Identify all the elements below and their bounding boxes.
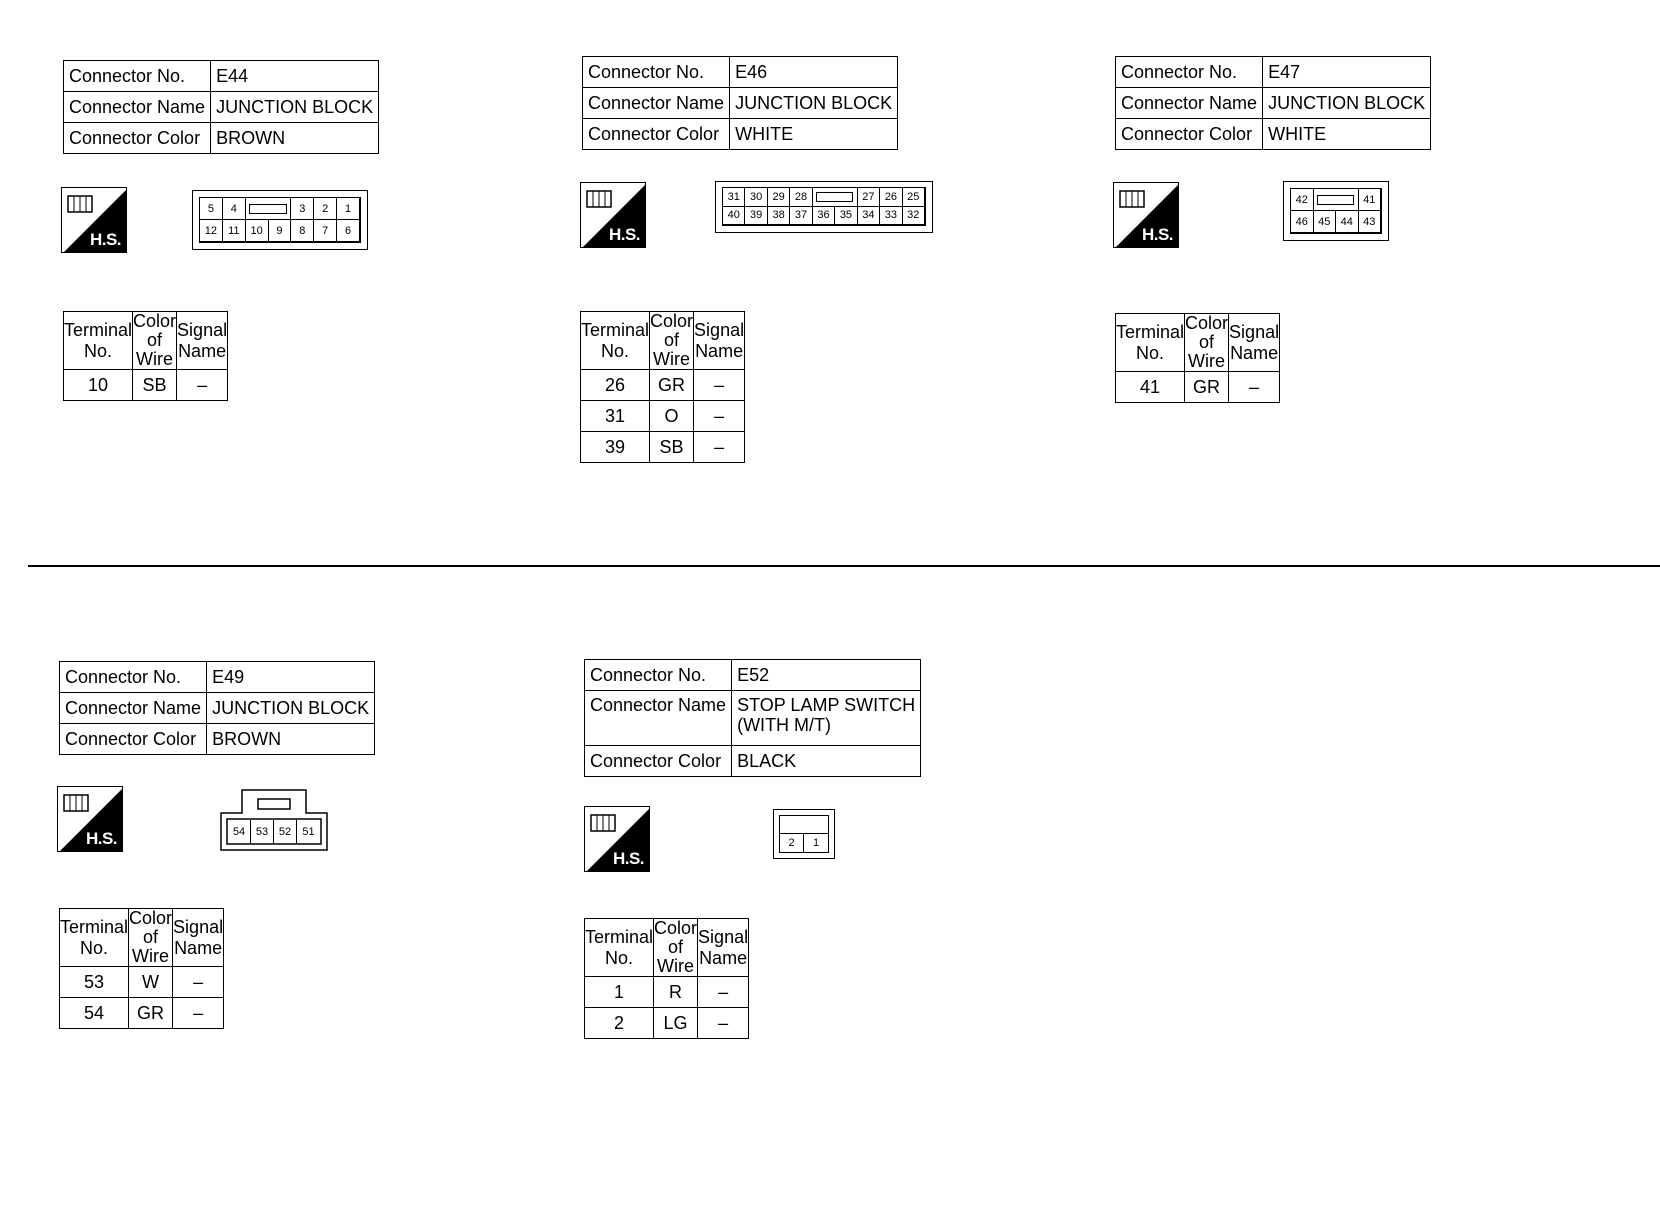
header-color-of-wire: Color of Wire [129,908,173,966]
connector-pinout-e46 [715,181,933,233]
pin: 52 [274,820,297,843]
pin: 40 [723,207,745,226]
label-connector-name: Connector Name [1116,88,1263,119]
header-color-of-wire: Color of Wire [133,311,177,369]
connector-info-table [582,56,898,150]
pin: 38 [768,207,790,226]
terminal-no: 39 [581,432,650,463]
pin: 11 [223,220,246,242]
signal-name: – [694,370,745,401]
connector-key [246,198,292,220]
harness-side-icon [1113,182,1179,248]
connector-pinout-e47 [1283,181,1389,241]
connector-color-value: WHITE [1263,119,1431,150]
pin: 30 [745,188,767,207]
signal-name: – [177,370,228,401]
header-terminal-no: Terminal No. [585,919,654,977]
hs-label: H.S. [89,230,121,249]
table-row [581,401,745,432]
pin: 39 [745,207,767,226]
header-terminal-no: Terminal No. [581,312,650,370]
label-connector-no: Connector No. [1116,57,1263,88]
pin: 8 [291,220,314,242]
pin: 3 [291,198,314,220]
label-connector-name: Connector Name [583,88,730,119]
pin: 2 [314,198,337,220]
label-connector-color: Connector Color [583,119,730,150]
pin: 41 [1359,189,1382,211]
connector-info-table [59,661,375,755]
label-connector-no: Connector No. [64,61,211,92]
terminal-table [63,311,228,401]
pin: 43 [1359,211,1382,233]
connector-key [1314,189,1359,211]
label-connector-color: Connector Color [1116,119,1263,150]
pin: 42 [1291,189,1314,211]
signal-name: – [698,1008,749,1039]
header-signal-name: Signal Name [698,919,749,977]
header-color-of-wire: Color of Wire [654,918,698,976]
terminal-no: 31 [581,401,650,432]
hs-label: H.S. [85,829,117,848]
signal-name: – [173,967,224,998]
pin: 31 [723,188,745,207]
pin: 27 [858,188,880,207]
terminal-no: 41 [1116,372,1185,403]
label-connector-name: Connector Name [64,92,211,123]
terminal-table [1115,313,1280,403]
pin: 6 [337,220,360,242]
signal-name: – [698,977,749,1008]
pin: 1 [337,198,360,220]
harness-side-icon [584,806,650,872]
wire-color: SB [650,432,694,463]
connector-no-value: E49 [207,662,375,693]
harness-side-icon [61,187,127,253]
pin: 29 [768,188,790,207]
terminal-no: 26 [581,370,650,401]
connector-color-value: BROWN [211,123,379,154]
pin: 51 [302,825,315,838]
table-row [60,967,224,998]
table-row [581,370,745,401]
connector-no-value: E52 [732,660,921,691]
pin: 35 [835,207,857,226]
connector-color-value: BLACK [732,746,921,777]
terminal-table [59,908,224,1029]
pin: 9 [269,220,292,242]
pin: 46 [1291,211,1314,233]
pin: 1 [812,837,820,849]
pin: 37 [790,207,812,226]
label-connector-no: Connector No. [585,660,732,691]
section-divider [28,565,1660,567]
terminal-no: 10 [64,370,133,401]
connector-info-table [1115,56,1431,150]
label-connector-no: Connector No. [60,662,207,693]
pin: 44 [1336,211,1359,233]
terminal-table [580,311,745,463]
connector-no-value: E44 [211,61,379,92]
hs-label: H.S. [1141,225,1173,244]
label-connector-color: Connector Color [60,724,207,755]
wire-color: O [650,401,694,432]
pin: 5 [200,198,223,220]
connector-pinout-e44 [192,190,368,250]
label-connector-color: Connector Color [585,746,732,777]
header-signal-name: Signal Name [177,312,228,370]
wire-color: GR [129,998,173,1029]
table-row [64,370,228,401]
connector-name-value [732,691,921,746]
terminal-table [584,918,749,1039]
terminal-no: 54 [60,998,129,1029]
terminal-no: 53 [60,967,129,998]
connector-info-table [584,659,921,777]
connector-pinout-e52 [773,809,835,859]
connector-name-value: JUNCTION BLOCK [1263,88,1431,119]
harness-side-icon [580,182,646,248]
pin: 54 [228,820,251,843]
connector-name-value: JUNCTION BLOCK [207,693,375,724]
connector-name-line2: (WITH M/T) [737,715,832,735]
pin: 53 [251,820,274,843]
connector-color-value: WHITE [730,119,898,150]
table-row [585,977,749,1008]
wire-color: GR [650,370,694,401]
harness-side-icon [57,786,123,852]
connector-key [813,188,858,207]
label-connector-color: Connector Color [64,123,211,154]
connector-no-value: E46 [730,57,898,88]
wire-color: LG [654,1008,698,1039]
pin: 12 [200,220,223,242]
pin: 32 [903,207,925,226]
connector-no-value: E47 [1263,57,1431,88]
header-terminal-no: Terminal No. [60,909,129,967]
terminal-no: 1 [585,977,654,1008]
connector-key [780,816,828,834]
table-row [581,432,745,463]
connector-pinout-e49 [220,789,328,851]
header-signal-name: Signal Name [694,312,745,370]
hs-label: H.S. [608,225,640,244]
connector-name-line1: STOP LAMP SWITCH [737,695,916,715]
hs-label: H.S. [612,849,644,868]
connector-color-value: BROWN [207,724,375,755]
terminal-no: 2 [585,1008,654,1039]
wire-color: W [129,967,173,998]
table-row [1116,372,1280,403]
header-signal-name: Signal Name [173,909,224,967]
pin: 28 [790,188,812,207]
header-signal-name: Signal Name [1229,314,1280,372]
pin: 26 [880,188,902,207]
label-connector-no: Connector No. [583,57,730,88]
table-row [60,998,224,1029]
pin: 7 [314,220,337,242]
pin: 34 [858,207,880,226]
table-row [585,1008,749,1039]
signal-name: – [1229,372,1280,403]
pin: 33 [880,207,902,226]
header-color-of-wire: Color of Wire [1185,313,1229,371]
wire-color: GR [1185,372,1229,403]
connector-info-table [63,60,379,154]
header-color-of-wire: Color of Wire [650,311,694,369]
connector-name-value: JUNCTION BLOCK [730,88,898,119]
pin: 2 [780,834,804,852]
wire-color: SB [133,370,177,401]
pin: 10 [246,220,269,242]
pin: 4 [223,198,246,220]
label-connector-name: Connector Name [60,693,207,724]
pin: 25 [903,188,925,207]
pin: 36 [813,207,835,226]
signal-name: – [173,998,224,1029]
label-connector-name: Connector Name [585,691,732,746]
header-terminal-no: Terminal No. [1116,314,1185,372]
header-terminal-no: Terminal No. [64,312,133,370]
signal-name: – [694,401,745,432]
pin: 45 [1314,211,1337,233]
connector-name-value: JUNCTION BLOCK [211,92,379,123]
wire-color: R [654,977,698,1008]
signal-name: – [694,432,745,463]
